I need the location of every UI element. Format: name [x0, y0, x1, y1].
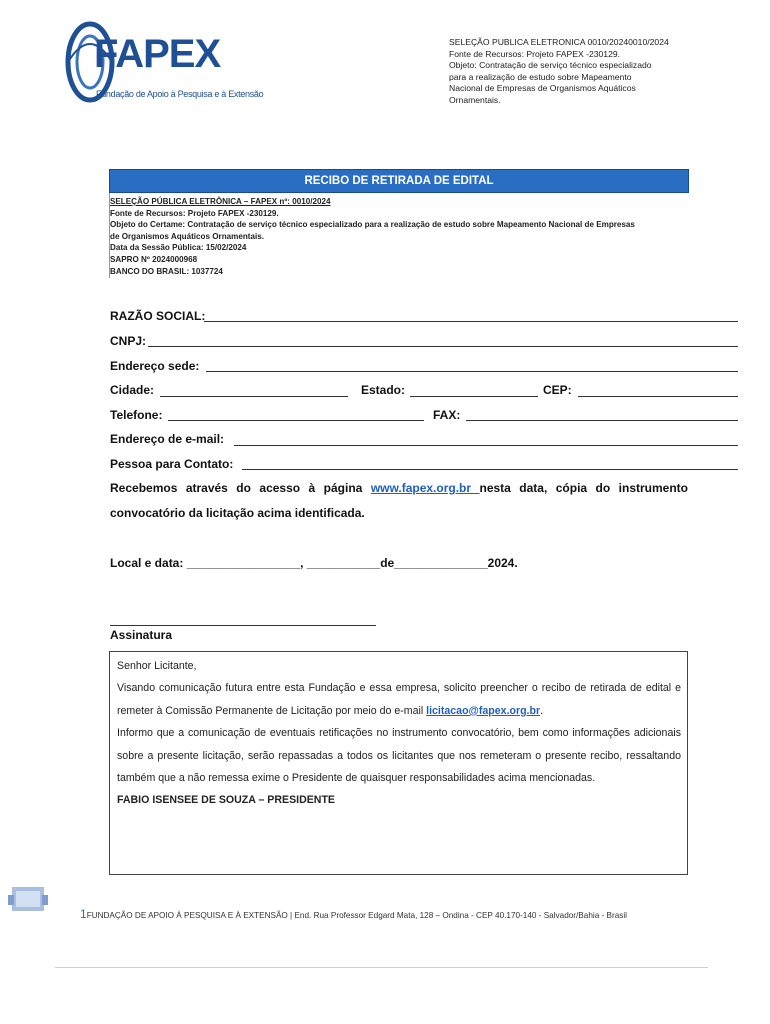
razao-social-field[interactable]	[204, 321, 738, 322]
header-line: Objeto: Contratação de serviço técnico especializado	[449, 60, 652, 71]
receipt-text-post: nesta data, cópia do instrumento convocatório da licitação acima identificada.	[110, 481, 688, 520]
estado-label: Estado:	[361, 383, 406, 397]
cep-label: CEP:	[543, 383, 572, 397]
notice-paragraph-1-end: .	[540, 704, 544, 717]
fax-label: FAX:	[433, 408, 461, 422]
notice-paragraph-1-text: Visando comunicação futura entre esta Fundação e essa empresa, solicito preencher o recibo de retirada de edital e remeter à Comissão Permanente de Licitação por meio do e-mail	[117, 682, 681, 717]
footer-divider	[55, 967, 708, 968]
page-number: 1	[80, 907, 87, 921]
telefone-label: Telefone:	[110, 408, 163, 422]
footer-logo-icon	[6, 885, 50, 913]
telefone-field[interactable]	[168, 420, 424, 421]
contato-label: Pessoa para Contato:	[110, 457, 234, 471]
notice-greeting: Senhor Licitante,	[117, 660, 197, 672]
email-field[interactable]	[234, 445, 738, 446]
email-label: Endereço de e-mail:	[110, 432, 225, 446]
footer-text	[80, 907, 627, 921]
cep-field[interactable]	[578, 396, 738, 397]
notice-paragraph-2: Informo que a comunicação de eventuais retificações no instrumento convocatório, bem como informações adicionais sobre a presente licitação, serão repassadas a todos os licitantes que nos remeteram o presente recibo, ressaltando também que a não remessa exime o Presidente de quaisquer responsabilidades acima mencionadas.	[117, 727, 681, 785]
fapex-logo	[64, 16, 264, 108]
header-line: Ornamentais.	[449, 94, 501, 105]
razao-social-label: RAZÃO SOCIAL:	[110, 309, 206, 323]
header-line: Nacional de Empresas de Organismos Aquáticos	[449, 83, 636, 94]
logo-wordmark: FAPEX	[94, 32, 221, 76]
edital-fonte: Fonte de Recursos: Projeto FAPEX -230129.	[110, 208, 279, 218]
receipt-text-pre: Recebemos através do acesso à página	[110, 481, 363, 495]
edital-banco: BANCO DO BRASIL: 1037724	[110, 266, 223, 276]
fapex-site-link[interactable]: www.fapex.org.br	[370, 481, 480, 495]
edital-objeto: Objeto do Certame: Contratação de serviço técnico especializado para a realização de estudo sobre Mapeamento Nacional de Empresas	[110, 220, 635, 230]
page-title: RECIBO DE RETIRADA DE EDITAL	[109, 169, 689, 193]
edital-info	[110, 196, 690, 277]
endereco-field[interactable]	[206, 371, 738, 372]
notice-paragraph-1	[117, 677, 681, 722]
endereco-label: Endereço sede:	[110, 359, 200, 373]
edital-selecao: SELEÇÃO PÚBLICA ELETRÔNICA – FAPEX nº: 0010/2024	[110, 197, 331, 206]
notice-signer: FABIO ISENSEE DE SOUZA – PRESIDENTE	[117, 794, 335, 807]
footer-address: FUNDAÇÃO DE APOIO À PESQUISA E À EXTENSÃO | End. Rua Professor Edgard Mata, 128 – Ondina - CEP 40.170-140 - Salvador/Bahia - Brasil	[86, 911, 628, 920]
signature-line[interactable]	[110, 625, 376, 626]
header-line: SELEÇÃO PUBLICA ELETRONICA 0010/20240010/2024	[449, 37, 669, 47]
contato-field[interactable]	[242, 469, 738, 470]
fax-field[interactable]	[466, 420, 738, 421]
local-data-field[interactable]: Local e data: _________________, ___________de______________2024.	[110, 556, 518, 570]
estado-field[interactable]	[410, 396, 538, 397]
cidade-field[interactable]	[160, 396, 348, 397]
notice-text	[117, 655, 681, 812]
edital-objeto-cont: de Organismos Aquáticos Ornamentais.	[110, 231, 264, 241]
cidade-label: Cidade:	[110, 383, 155, 397]
cnpj-field[interactable]	[148, 346, 738, 347]
licitacao-email-link[interactable]: licitacao@fapex.org.br	[426, 704, 541, 717]
logo-tagline: Fundação de Apoio à Pesquisa e à Extensão	[96, 89, 264, 99]
edital-sapro: SAPRO Nº 2024000968	[110, 254, 198, 264]
header-line: Fonte de Recursos: Projeto FAPEX -230129.	[449, 48, 621, 59]
cnpj-label: CNPJ:	[110, 334, 147, 348]
header-info	[449, 37, 689, 107]
edital-data: Data da Sessão Pública: 15/02/2024	[110, 243, 247, 253]
receipt-paragraph	[110, 476, 688, 526]
signature-label: Assinatura	[110, 628, 173, 642]
header-line: para a realização de estudo sobre Mapeamento	[449, 71, 632, 82]
